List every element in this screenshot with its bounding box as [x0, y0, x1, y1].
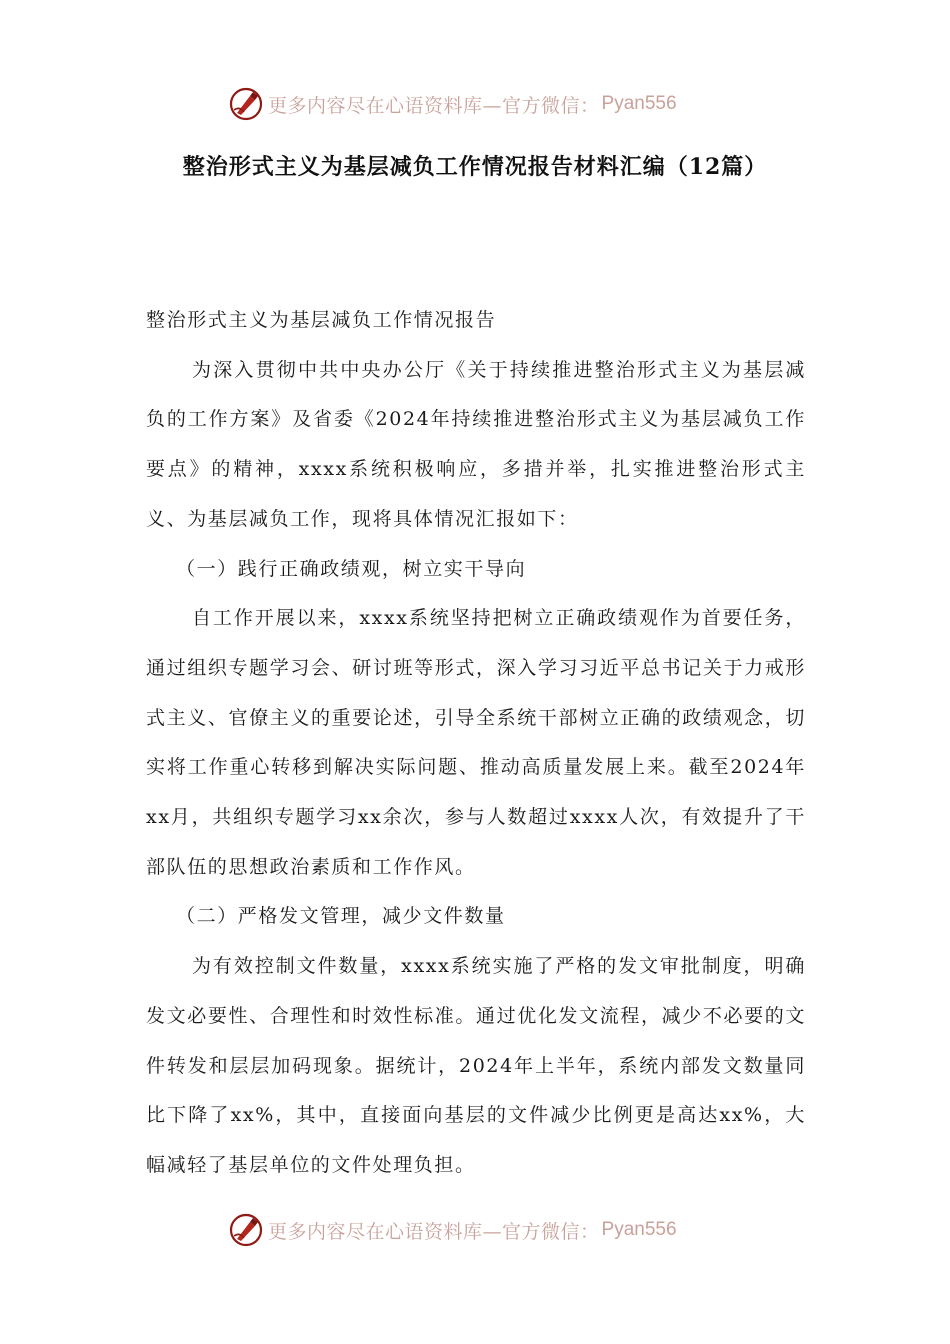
watermark-wechat-id: Pyan556: [601, 93, 677, 114]
watermark-header: [228, 84, 748, 124]
document-title: 整治形式主义为基层减负工作情况报告材料汇编（12篇）: [182, 154, 768, 180]
watermark-footer: [228, 1210, 748, 1250]
subsection-heading: （一）践行正确政绩观，树立实干导向: [176, 557, 527, 580]
paragraph: 自工作开展以来，xxxx系统坚持把树立正确政绩观作为首要任务，通过组织专题学习会、研讨班等形式，深入学习习近平总书记关于力戒形式主义、官僚主义的重要论述，引导全系统干部树立正确的政绩观念，切实将工作重心转移到解决实际问题、推动高质量发展上来。截至2024年xx月，共组织专题学习xx余次，参与人数超过xxxx人次，有效提升了干部队伍的思想政治素质和工作作风。: [146, 607, 806, 878]
pen-nib-circle-icon: [228, 1212, 264, 1248]
document-body: [146, 296, 806, 1191]
paragraph: 为深入贯彻中共中央办公厅《关于持续推进整治形式主义为基层减负的工作方案》及省委《2024年持续推进整治形式主义为基层减负工作要点》的精神，xxxx系统积极响应，多措并举，扎实推进整治形式主义、为基层减负工作，现将具体情况汇报如下：: [146, 358, 806, 530]
section-heading: 整治形式主义为基层减负工作情况报告: [146, 309, 497, 331]
watermark-wechat-id: Pyan556: [601, 1219, 677, 1240]
paragraph: 为有效控制文件数量，xxxx系统实施了严格的发文审批制度，明确发文必要性、合理性和时效性标准。通过优化发文流程，减少不必要的文件转发和层层加码现象。据统计，2024年上半年，系统内部发文数量同比下降了xx%，其中，直接面向基层的文件减少比例更是高达xx%，大幅减轻了基层单位的文件处理负担。: [146, 955, 806, 1176]
watermark-text: 更多内容尽在心语资料库—官方微信：: [268, 1220, 600, 1243]
pen-nib-circle-icon: [228, 86, 264, 122]
subsection-heading: （二）严格发文管理，减少文件数量: [176, 905, 506, 928]
watermark-text: 更多内容尽在心语资料库—官方微信：: [268, 94, 600, 117]
